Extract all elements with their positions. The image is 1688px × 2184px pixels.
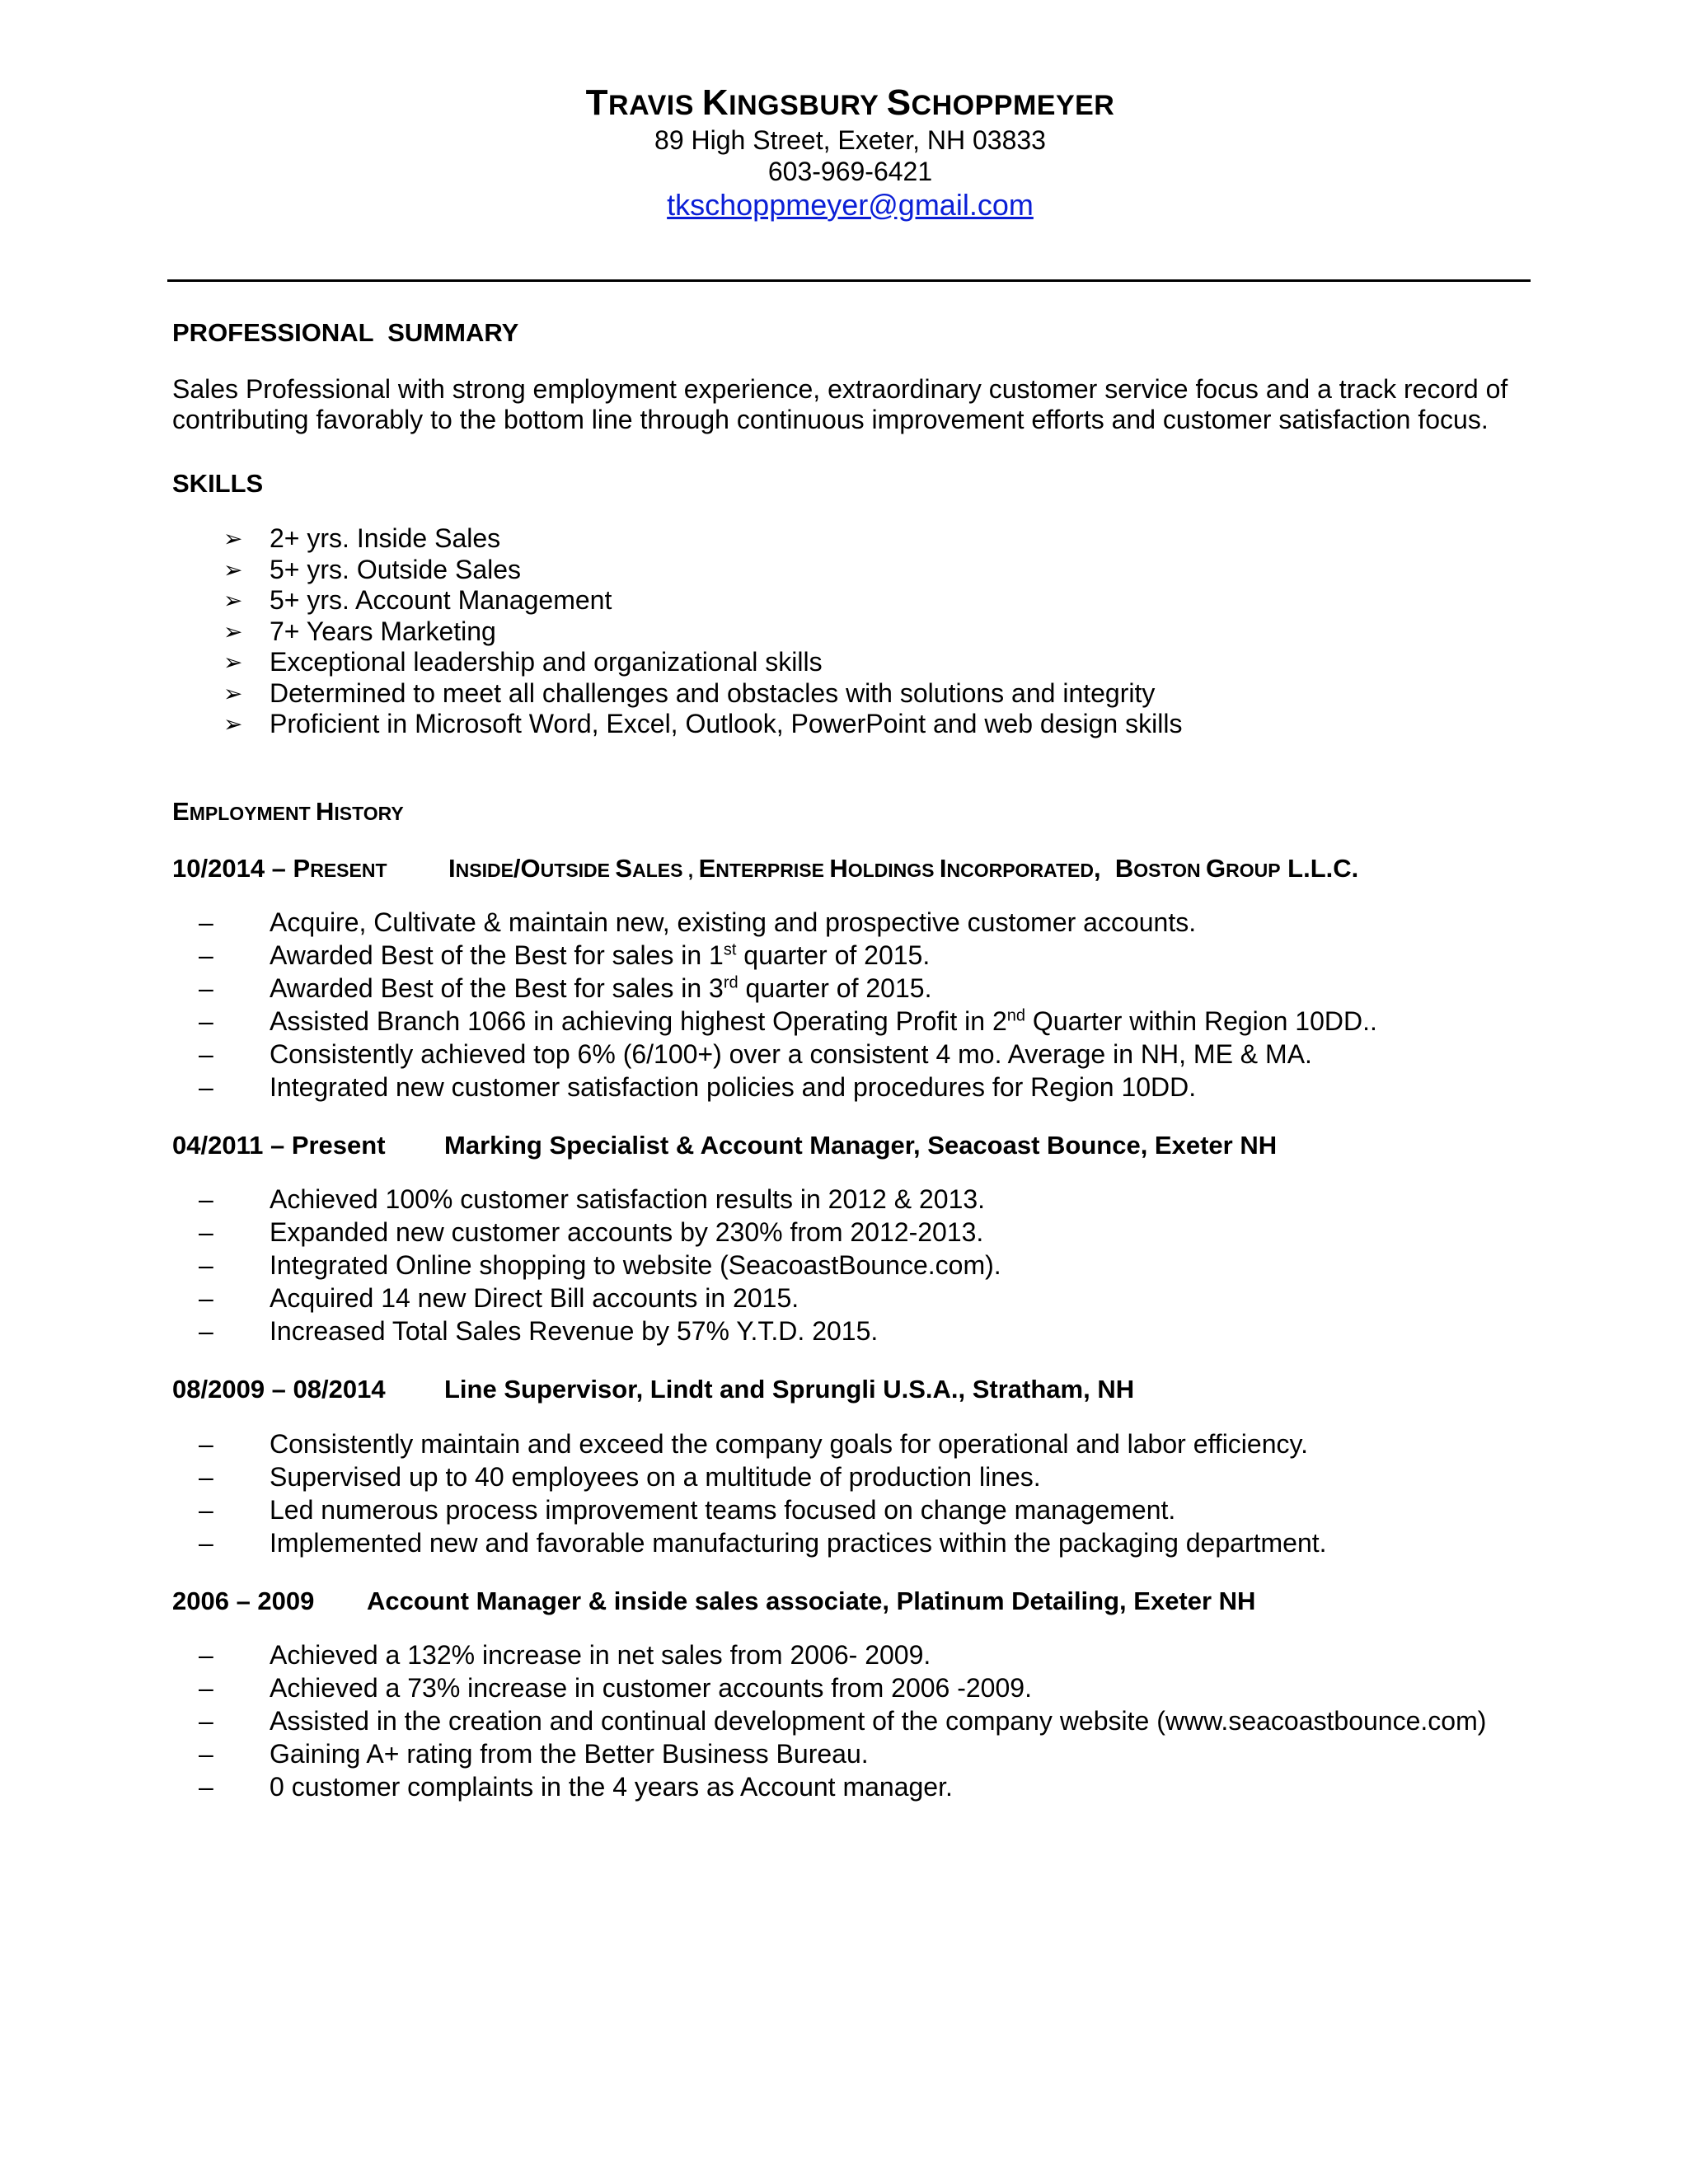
duty-text: Achieved a 73% increase in customer accounts from 2006 -2009. xyxy=(270,1672,1032,1703)
title-part: , xyxy=(1093,854,1115,883)
name-initial: S xyxy=(886,82,912,123)
job-title xyxy=(448,854,1358,883)
duty-text: Acquire, Cultivate & maintain new, existing and prospective customer accounts. xyxy=(270,907,1197,938)
duties-list xyxy=(172,906,1532,1104)
list-item xyxy=(172,1737,1532,1770)
list-item xyxy=(172,1460,1532,1493)
title-part: G xyxy=(1205,854,1226,883)
title-part: B xyxy=(1114,854,1134,883)
title-part: OLDINGS xyxy=(847,860,940,882)
summary-heading: PROFESSIONAL SUMMARY xyxy=(172,318,519,347)
arrow-bullet-icon: ➢ xyxy=(223,588,243,614)
candidate-name xyxy=(165,82,1536,124)
job-heading xyxy=(172,1374,1532,1404)
title-part: NTERPRISE xyxy=(715,860,830,882)
duty-text: Awarded Best of the Best for sales in 3 xyxy=(270,973,724,1004)
skill-text: 2+ yrs. Inside Sales xyxy=(270,523,501,554)
dash-bullet-icon: – xyxy=(199,1039,213,1070)
list-item xyxy=(172,1216,1532,1249)
list-item xyxy=(172,1249,1532,1282)
heading-smallcaps: ISTORY xyxy=(334,802,404,824)
title-part: OSTON xyxy=(1133,860,1206,882)
list-item xyxy=(172,1704,1532,1737)
heading-initial: E xyxy=(172,796,190,826)
list-item xyxy=(172,1638,1532,1671)
list-item xyxy=(172,585,1532,616)
address: 89 High Street, Exeter, NH 03833 xyxy=(654,124,1046,155)
duty-text: 0 customer complaints in the 4 years as Account manager. xyxy=(270,1771,953,1802)
arrow-bullet-icon: ➢ xyxy=(223,680,243,706)
dash-bullet-icon: – xyxy=(199,1250,213,1281)
list-item xyxy=(172,1315,1532,1347)
phone-number: 603-969-6421 xyxy=(767,156,933,186)
duty-text: Gaining A+ rating from the Better Business Bureau. xyxy=(270,1738,869,1769)
duties-list xyxy=(172,1638,1532,1803)
title-part: I xyxy=(448,854,456,883)
list-item xyxy=(172,939,1532,972)
title-part: ALES , xyxy=(632,860,699,882)
title-part: UTSIDE xyxy=(540,860,616,882)
heading-smallcaps: MPLOYMENT xyxy=(189,802,316,824)
list-item xyxy=(172,709,1532,740)
dash-bullet-icon: – xyxy=(199,907,213,938)
duty-text: Expanded new customer accounts by 230% from 2012-2013. xyxy=(270,1217,984,1248)
resume-header xyxy=(165,82,1536,223)
title-part: /O xyxy=(513,854,541,883)
dash-bullet-icon: – xyxy=(199,973,213,1004)
heading-initial: H xyxy=(316,796,335,826)
dash-bullet-icon: – xyxy=(199,1006,213,1037)
ordinal-suffix: st xyxy=(723,940,737,959)
dash-bullet-icon: – xyxy=(199,1494,213,1525)
duty-text: Integrated new customer satisfaction policies and procedures for Region 10DD. xyxy=(270,1072,1197,1103)
job-heading xyxy=(172,1130,1532,1160)
title-part: E xyxy=(698,854,716,883)
job-title: Account Manager & inside sales associate, Platinum Detailing, Exeter NH xyxy=(367,1586,1256,1615)
employment-heading xyxy=(172,796,1532,827)
skill-text: Determined to meet all challenges and obstacles with solutions and integrity xyxy=(270,677,1156,708)
title-part: I xyxy=(939,854,947,883)
skill-text: Proficient in Microsoft Word, Excel, Outlook, PowerPoint and web design skills xyxy=(270,709,1183,739)
duty-text: Acquired 14 new Direct Bill accounts in 2015. xyxy=(270,1283,799,1314)
dash-bullet-icon: – xyxy=(199,1738,213,1769)
skill-text: 7+ Years Marketing xyxy=(270,616,496,646)
email-link[interactable]: tkschoppmeyer@gmail.com xyxy=(667,187,1034,222)
list-item xyxy=(172,1671,1532,1704)
ordinal-suffix: nd xyxy=(1006,1006,1025,1025)
dash-bullet-icon: – xyxy=(199,1771,213,1802)
name-smallcaps: RAVIS xyxy=(608,90,702,121)
list-item xyxy=(172,1183,1532,1216)
resume-body xyxy=(172,317,1532,1803)
skill-text: 5+ yrs. Account Management xyxy=(270,585,612,616)
duty-text: Consistently achieved top 6% (6/100+) over a consistent 4 mo. Average in NH, ME & MA. xyxy=(270,1039,1312,1070)
job-heading xyxy=(172,1586,1532,1616)
arrow-bullet-icon: ➢ xyxy=(223,618,243,644)
arrow-bullet-icon: ➢ xyxy=(223,556,243,583)
name-initial: T xyxy=(585,82,609,123)
duty-text: Achieved 100% customer satisfaction results in 2012 & 2013. xyxy=(270,1184,986,1215)
arrow-bullet-icon: ➢ xyxy=(223,649,243,676)
list-item xyxy=(172,555,1532,586)
dash-bullet-icon: – xyxy=(199,1461,213,1492)
dash-bullet-icon: – xyxy=(199,1428,213,1459)
skill-text: Exceptional leadership and organizational skills xyxy=(270,647,823,677)
duty-text: Supervised up to 40 employees on a multitude of production lines. xyxy=(270,1461,1041,1492)
list-item xyxy=(172,972,1532,1005)
duty-text: quarter of 2015. xyxy=(738,973,932,1004)
duty-text: quarter of 2015. xyxy=(736,940,931,971)
duty-text: Quarter within Region 10DD.. xyxy=(1025,1006,1377,1037)
list-item xyxy=(172,616,1532,648)
date-smallcaps: RESENT xyxy=(310,860,387,882)
dash-bullet-icon: – xyxy=(199,1316,213,1347)
dash-bullet-icon: – xyxy=(199,1639,213,1670)
list-item xyxy=(172,1770,1532,1803)
list-item xyxy=(172,1526,1532,1559)
job-dates xyxy=(172,853,448,883)
date-text: 10/2014 – P xyxy=(172,854,311,883)
list-item xyxy=(172,1282,1532,1315)
duty-text: Consistently maintain and exceed the company goals for operational and labor efficiency. xyxy=(270,1428,1309,1459)
title-part: ROUP xyxy=(1226,860,1281,882)
job-title: Marking Specialist & Account Manager, Seacoast Bounce, Exeter NH xyxy=(444,1131,1278,1160)
header-divider xyxy=(167,279,1531,282)
duty-text: Achieved a 132% increase in net sales from 2006- 2009. xyxy=(270,1639,931,1670)
dash-bullet-icon: – xyxy=(199,1217,213,1248)
arrow-bullet-icon: ➢ xyxy=(223,711,243,738)
list-item xyxy=(172,678,1532,710)
title-part: NCORPORATED xyxy=(946,860,1094,882)
list-item xyxy=(172,647,1532,678)
name-initial: K xyxy=(701,82,729,123)
dash-bullet-icon: – xyxy=(199,940,213,971)
list-item xyxy=(172,1005,1532,1038)
skills-heading: SKILLS xyxy=(172,469,264,499)
arrow-bullet-icon: ➢ xyxy=(223,526,243,552)
duty-text: Assisted in the creation and continual development of the company website (www.seacoastbounce.com) xyxy=(270,1705,1487,1736)
dash-bullet-icon: – xyxy=(199,1705,213,1736)
job-dates: 08/2009 – 08/2014 xyxy=(172,1375,386,1404)
duty-text: Increased Total Sales Revenue by 57% Y.T.D. 2015. xyxy=(270,1316,879,1347)
title-part: NSIDE xyxy=(455,860,513,882)
skill-text: 5+ yrs. Outside Sales xyxy=(270,554,522,584)
duties-list xyxy=(172,1427,1532,1559)
list-item xyxy=(172,1038,1532,1071)
dash-bullet-icon: – xyxy=(199,1072,213,1103)
list-item xyxy=(172,1071,1532,1104)
title-part: S xyxy=(615,854,633,883)
skills-list xyxy=(172,523,1532,740)
job-dates: 04/2011 – Present xyxy=(172,1131,386,1160)
dash-bullet-icon: – xyxy=(199,1184,213,1215)
duty-text: Assisted Branch 1066 in achieving highest Operating Profit in 2 xyxy=(270,1006,1007,1037)
title-part: L.L.C. xyxy=(1280,854,1359,883)
summary-text: Sales Professional with strong employment experience, extraordinary customer service focus and a track record of contributing favorably to the bottom line through continuous improvement efforts and customer satisfaction focus. xyxy=(172,374,1508,435)
list-item xyxy=(172,1493,1532,1526)
name-smallcaps: CHOPPMEYER xyxy=(911,90,1115,121)
list-item xyxy=(172,523,1532,555)
list-item xyxy=(172,906,1532,939)
duties-list xyxy=(172,1183,1532,1347)
list-item xyxy=(172,1427,1532,1460)
title-part: H xyxy=(829,854,848,883)
ordinal-suffix: rd xyxy=(723,973,738,992)
duty-text: Awarded Best of the Best for sales in 1 xyxy=(270,940,724,971)
dash-bullet-icon: – xyxy=(199,1672,213,1703)
name-smallcaps: INGSBURY xyxy=(729,90,887,121)
duty-text: Implemented new and favorable manufacturing practices within the packaging department. xyxy=(270,1527,1327,1558)
duty-text: Led numerous process improvement teams focused on change management. xyxy=(270,1494,1176,1525)
duty-text: Integrated Online shopping to website (SeacoastBounce.com). xyxy=(270,1250,1001,1281)
dash-bullet-icon: – xyxy=(199,1527,213,1558)
dash-bullet-icon: – xyxy=(199,1283,213,1314)
job-heading xyxy=(172,853,1532,883)
job-title: Line Supervisor, Lindt and Sprungli U.S.A., Stratham, NH xyxy=(444,1375,1135,1404)
job-dates: 2006 – 2009 xyxy=(172,1586,315,1615)
